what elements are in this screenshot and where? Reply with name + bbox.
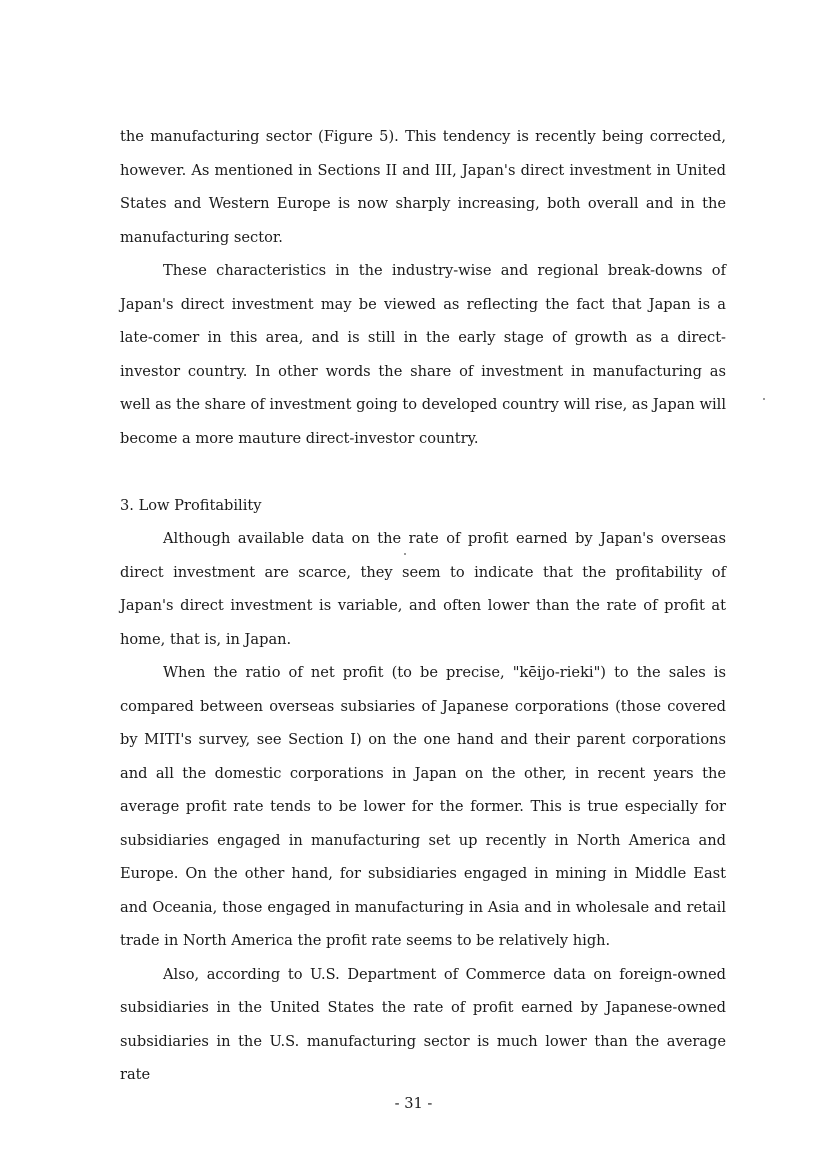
body-text <box>120 120 726 1092</box>
paragraph-manufacturing-tendency: the manufacturing sector (Figure 5). This tendency is recently being corrected, however. As mentioned in Sections II and III, Japan's direct investment in United States and Western Europe is now sharply increasing, both overall and in the manufacturing sector. <box>120 128 726 246</box>
paragraph-profit-data: Although available data on the rate of profit earned by Japan's overseas direct investment are scarce, they seem to indicate that the profitability of Japan's direct investment is variable, and often lower than the rate of profit at home, that is, in Japan. <box>120 530 726 648</box>
scan-speck <box>763 398 765 400</box>
paragraph-us-commerce-data: Also, according to U.S. Department of Commerce data on foreign-owned subsidiaries in the United States the rate of profit earned by Japanese-owned subsidiaries in the U.S. manufacturing sector is much lower than the average rate <box>120 965 726 1083</box>
section-spacer <box>120 455 726 489</box>
paragraph-net-profit-ratio: When the ratio of net profit (to be precise, "kēijo-rieki") to the sales is compared between overseas subsiaries of Japanese corporations (those covered by MITI's survey, see Section I) on the one hand and their parent corporations and all the domestic corporations in Japan on the other, in recent years the average profit rate tends to be lower for the former. This is true especially for subsidiaries engaged in manufacturing set up recently in North America and Europe. On the other hand, for subsidiaries engaged in mining in Middle East and Oceania, those engaged in manufacturing in Asia and in wholesale and retail trade in North America the profit rate seems to be relatively high. <box>120 664 726 949</box>
scan-speck <box>404 553 406 555</box>
section-heading: 3. Low Profitability <box>120 496 262 514</box>
page-number: - 31 - <box>394 1095 433 1112</box>
paragraph-characteristics: These characteristics in the industry-wise and regional break-downs of Japan's direct investment may be viewed as reflecting the fact that Japan is a late-comer in this area, and is still in the early stage of growth as a direct-investor country. In other words the share of investment in manufacturing as well as the share of investment going to developed country will rise, as Japan will become a more mauture direct-investor country. <box>120 262 726 447</box>
